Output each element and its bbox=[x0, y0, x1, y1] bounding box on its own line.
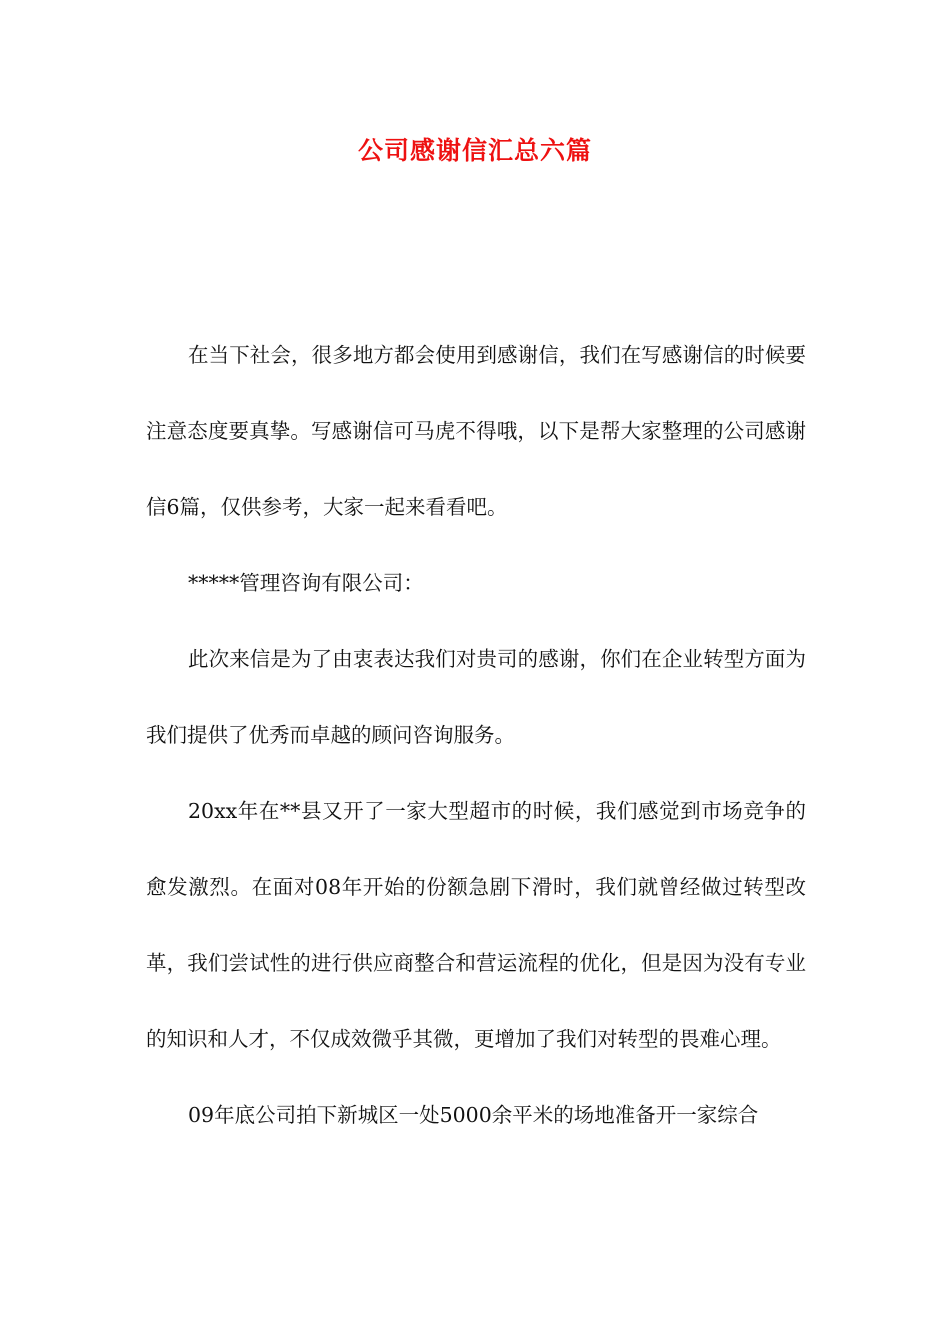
document-title: 公司感谢信汇总六篇 bbox=[357, 136, 592, 165]
paragraph-new-site: 09年底公司拍下新城区一处5000余平米的场地准备开一家综合 bbox=[188, 1103, 759, 1127]
paragraph-intro: 在当下社会，很多地方都会使用到感谢信，我们在写感谢信的时候要注意态度要真挚。写感谢信可马虎不得哦，以下是帮大家整理的公司感谢信6篇，仅供参考，大家一起来看看吧。 bbox=[146, 343, 806, 519]
document-body bbox=[146, 317, 806, 1153]
paragraph-thanks: 此次来信是为了由衷表达我们对贵司的感谢，你们在企业转型方面为我们提供了优秀而卓越的顾问咨询服务。 bbox=[146, 647, 806, 747]
paragraph-background: 20xx年在**县又开了一家大型超市的时候，我们感觉到市场竞争的愈发激烈。在面对08年开始的份额急剧下滑时，我们就曾经做过转型改革，我们尝试性的进行供应商整合和营运流程的优化，但是因为没有专业的知识和人才，不仅成效微乎其微，更增加了我们对转型的畏难心理。 bbox=[146, 799, 806, 1051]
paragraph-salutation: *****管理咨询有限公司： bbox=[188, 571, 424, 595]
